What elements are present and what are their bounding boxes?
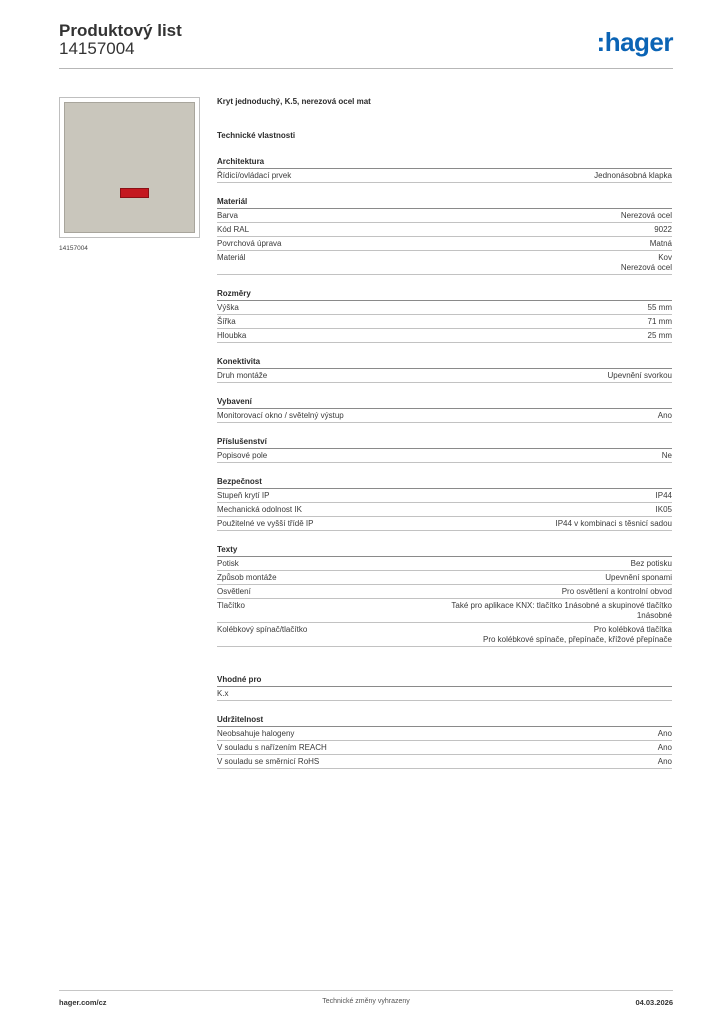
spec-row — [217, 741, 672, 755]
page-header — [59, 21, 673, 71]
section-title: Rozměry — [217, 288, 672, 301]
spec-label: Barva — [217, 211, 238, 220]
spec-row — [217, 329, 672, 343]
spec-section — [217, 476, 672, 531]
spec-value — [312, 505, 672, 515]
spec-value-line: IP44 v kombinaci s těsnicí sadou — [555, 519, 672, 528]
spec-value-line — [239, 689, 672, 699]
section-title: Příslušenství — [217, 436, 672, 449]
footer-website: hager.com/cz — [59, 998, 107, 1007]
spec-row — [217, 727, 672, 741]
spec-value-line: Bez potisku — [630, 559, 672, 568]
spec-label: Povrchová úprava — [217, 239, 282, 248]
spec-value-line: Ano — [657, 743, 672, 752]
product-image — [59, 97, 200, 238]
spec-value-line: Ano — [657, 729, 672, 738]
spec-value — [354, 411, 672, 421]
spec-value-line: Pro kolébková tlačítka — [593, 625, 672, 634]
spec-label: V souladu se směrnicí RoHS — [217, 757, 320, 766]
spec-label: Druh montáže — [217, 371, 268, 380]
spec-row — [217, 223, 672, 237]
spec-row — [217, 409, 672, 423]
spec-row — [217, 209, 672, 223]
spec-label: Osvětlení — [217, 587, 251, 596]
spec-row — [217, 251, 672, 275]
spec-value — [255, 601, 672, 621]
spec-value — [279, 491, 672, 501]
spec-value — [324, 519, 673, 529]
footer-notice: Technické změny vyhrazeny — [322, 998, 410, 1005]
spec-value — [249, 303, 672, 313]
tech-heading: Technické vlastnosti — [217, 131, 296, 140]
spec-value — [256, 331, 672, 341]
spec-content — [217, 97, 672, 769]
spec-section — [217, 156, 672, 183]
hager-logo: :hager — [596, 27, 673, 57]
header-divider — [59, 68, 673, 69]
section-title: Architektura — [217, 156, 672, 169]
spec-section — [217, 436, 672, 463]
spec-row — [217, 489, 672, 503]
spec-value-line: Také pro aplikace KNX: tlačítko 1násobné a skupinové tlačítko — [451, 601, 672, 610]
spec-value-line: Upevnění svorkou — [607, 371, 672, 380]
spec-value-line: Pro osvětlení a kontrolní obvod — [561, 587, 672, 596]
spec-row — [217, 585, 672, 599]
spec-value — [261, 587, 672, 597]
product-number: 14157004 — [59, 39, 135, 58]
spec-row — [217, 237, 672, 251]
spec-row — [217, 449, 672, 463]
spec-value — [246, 317, 672, 327]
spec-section — [217, 356, 672, 383]
spec-label: Neobsahuje halogeny — [217, 729, 295, 738]
spec-sections — [217, 156, 672, 769]
spec-value-line: 55 mm — [647, 303, 672, 312]
spec-row — [217, 687, 672, 701]
spec-value-line: Ano — [657, 411, 672, 420]
spec-value — [291, 239, 672, 249]
spec-label: Mechanická odolnost IK — [217, 505, 302, 514]
spec-label: V souladu s nařízením REACH — [217, 743, 327, 752]
spec-value-line: Upevnění sponami — [605, 573, 672, 582]
spec-section — [217, 288, 672, 343]
spec-value-line: 71 mm — [647, 317, 672, 326]
spec-label: Kolébkový spínač/tlačítko — [217, 625, 308, 634]
spec-label: Popisové pole — [217, 451, 268, 460]
spec-value — [337, 743, 672, 753]
spec-row — [217, 599, 672, 623]
spec-row — [217, 369, 672, 383]
spec-value-line: 9022 — [654, 225, 672, 234]
spec-label: K.x — [217, 689, 229, 698]
spec-label: Materiál — [217, 253, 246, 262]
section-title: Bezpečnost — [217, 476, 672, 489]
spec-row — [217, 557, 672, 571]
spec-row — [217, 517, 672, 531]
spec-row — [217, 623, 672, 647]
spec-label: Šířka — [217, 317, 236, 326]
spec-value-line: Matná — [649, 239, 672, 248]
cover-plate — [64, 102, 195, 233]
spec-value — [249, 559, 672, 569]
section-title: Texty — [217, 544, 672, 557]
spec-value — [255, 253, 672, 273]
spec-label: Hloubka — [217, 331, 247, 340]
spec-label: Kód RAL — [217, 225, 250, 234]
spec-value — [329, 757, 672, 767]
red-indicator-window — [120, 188, 149, 198]
spec-value-line: Kov — [658, 253, 672, 262]
spec-value-line: Nerezová ocel — [620, 211, 672, 220]
spec-value — [301, 171, 672, 181]
spec-row — [217, 315, 672, 329]
spec-section — [217, 714, 672, 769]
section-title: Konektivita — [217, 356, 672, 369]
footer-divider — [59, 990, 673, 991]
spec-section — [217, 396, 672, 423]
product-description: Kryt jednoduchý, K.5, nerezová ocel mat — [217, 97, 371, 106]
spec-value — [277, 451, 672, 461]
spec-row — [217, 301, 672, 315]
spec-value-line: IP44 — [655, 491, 672, 500]
section-title: Vybavení — [217, 396, 672, 409]
spec-section — [217, 196, 672, 275]
spec-value — [259, 225, 672, 235]
spec-value — [287, 573, 672, 583]
spec-section — [217, 544, 672, 647]
section-title: Udržitelnost — [217, 714, 672, 727]
spec-label: Výška — [217, 303, 239, 312]
spec-value-line: Ano — [657, 757, 672, 766]
spec-label: Použitelné ve vyšší třídě IP — [217, 519, 314, 528]
spec-value-line: 25 mm — [647, 331, 672, 340]
spec-label: Monitorovací okno / světelný výstup — [217, 411, 344, 420]
spec-value — [277, 371, 672, 381]
footer-date: 04.03.2026 — [635, 998, 673, 1007]
spec-label: Tlačítko — [217, 601, 246, 610]
section-title: Materiál — [217, 196, 672, 209]
spec-value — [248, 211, 672, 221]
image-caption: 14157004 — [59, 245, 88, 252]
spec-row — [217, 571, 672, 585]
spec-value-line: IK05 — [655, 505, 672, 514]
spec-value — [239, 689, 672, 699]
section-title: Vhodné pro — [217, 674, 672, 687]
spec-label: Potisk — [217, 559, 239, 568]
spec-value — [304, 729, 672, 739]
spec-value-line: 1násobné — [636, 611, 672, 620]
spec-label: Stupeň krytí IP — [217, 491, 270, 500]
spec-value — [317, 625, 672, 645]
spec-value-line: Nerezová ocel — [620, 263, 672, 272]
spec-label: Řídicí/ovládací prvek — [217, 171, 292, 180]
spec-row — [217, 503, 672, 517]
spec-value-line: Jednonásobná klapka — [594, 171, 672, 180]
spec-row — [217, 169, 672, 183]
spec-row — [217, 755, 672, 769]
spec-value-line: Ne — [661, 451, 672, 460]
spec-value-line: Pro kolébkové spínače, přepínače, křížové přepínače — [483, 635, 672, 644]
spec-section — [217, 674, 672, 701]
spec-label: Způsob montáže — [217, 573, 277, 582]
page-title: Produktový list — [59, 21, 182, 40]
